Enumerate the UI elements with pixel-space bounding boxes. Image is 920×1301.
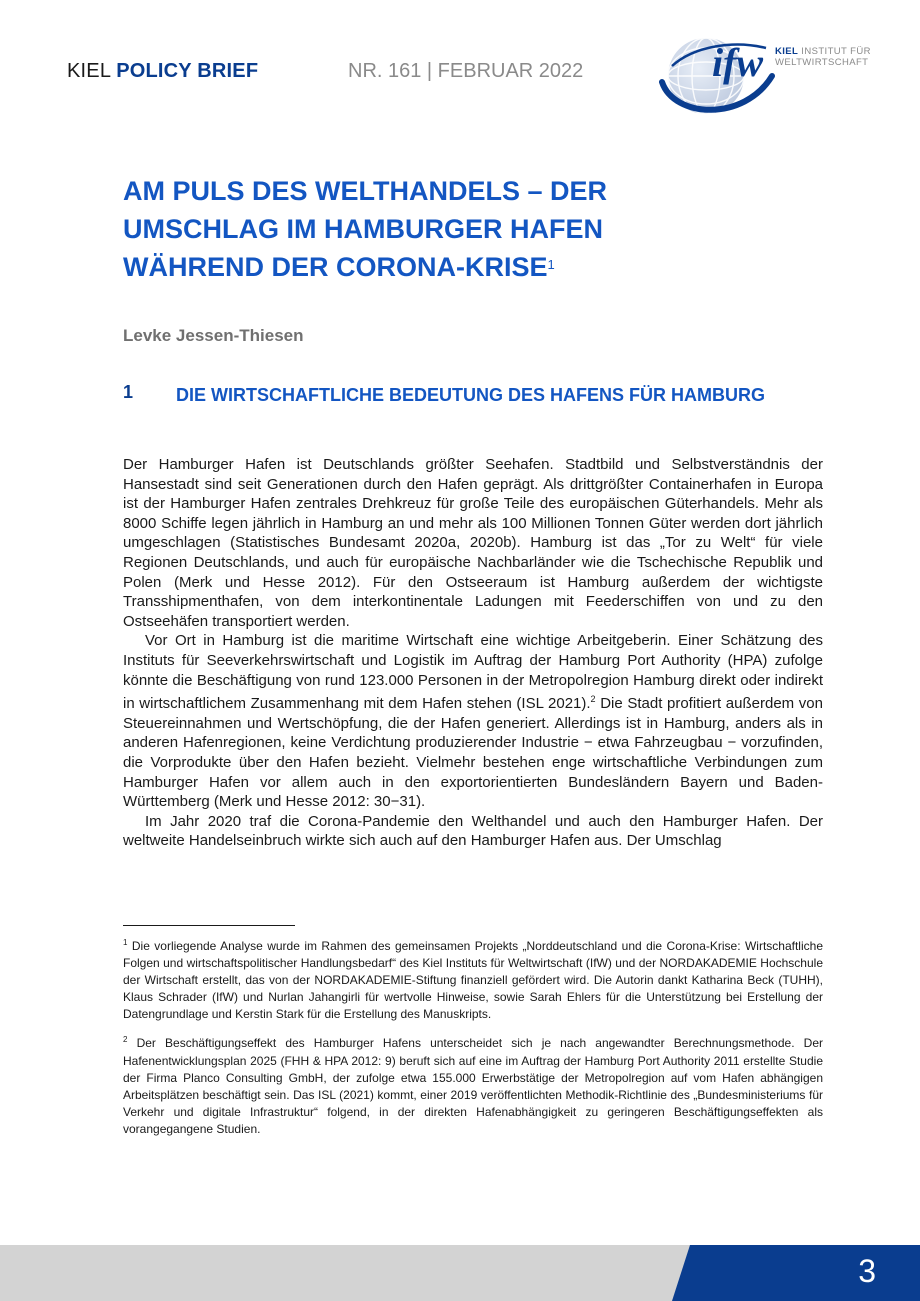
page-title (123, 172, 763, 286)
logo-mark: ifw (712, 40, 764, 85)
paragraph-2-part-b: Die Stadt profitiert außerdem von Steuereinnahmen und Wertschöpfung, die der Hafen generiert. Allerdings ist in Hamburg, anders als in anderen Hafenregionen, keine Verdichtung produzierender Industrie − etwa Fahrzeugbau − vorzufinden, die Vorprodukte über den Hafen bezieht. Vielmehr bestehen enge wirtschaftliche Verbindungen zum Hamburger Hafen vor allem auch in den exportorientierten Bundesländern Bayern und Baden-Württemberg (Merk und Hesse 2012: 30−31). (123, 695, 823, 811)
paragraph-3: Im Jahr 2020 traf die Corona-Pandemie den Welthandel und auch den Hamburger Hafen. Der weltweite Handelseinbruch wirkte sich auch auf den Hamburger Hafen aus. Der Umschlag (123, 812, 823, 850)
paragraph-2-part-a: Vor Ort in Hamburg ist die maritime Wirtschaft eine wichtige Arbeitgeberin. Einer Schätzung des Instituts für Seeverkehrswirtschaft und Logistik im Auftrag der Hamburg Port Authority (HPA) zufolge könnte die Beschäftigung von rund 123.000 Personen in der Metropolregion Hamburg direkt oder indirekt in wirtschaftlichem Zusammenhang mit dem Hafen stehen (ISL 2021). (123, 632, 823, 713)
footnote-2-number: 2 (123, 1035, 128, 1045)
page-number: 3 (858, 1253, 876, 1289)
ifw-logo (654, 26, 874, 122)
title-footnote-ref[interactable]: 1 (547, 257, 555, 272)
logo-line1-bold: KIEL (775, 46, 799, 57)
paragraph-2 (123, 631, 823, 811)
footnote-1-text: Die vorliegende Analyse wurde im Rahmen des gemeinsamen Projekts „Norddeutschland und die Corona-Krise: Wirtschaftliche Folgen und wirtschaftspolitischer Handlungsbedarf“ des Kiel Instituts für Weltwirtschaft (IfW) und der NORDAKADEMIE Hochschule der Wirtschaft erstellt, das von der NORDAKADEMIE-Stiftung finanziell gefördert wird. Die Autorin dankt Katharina Beck (TUHH), Klaus Schrader (IfW) und Nurlan Jahangirli für wertvolle Hinweise, sowie Sarah Ehlers für die Unterstützung bei Erstellung der Datengrundlage und Kerstin Stark für die Erstellung des Manuskripts. (123, 939, 823, 1022)
logo-text (775, 46, 871, 68)
logo-line2: WELTWIRTSCHAFT (775, 57, 869, 68)
body-text (123, 455, 823, 851)
footnote-1-number: 1 (123, 938, 128, 947)
series-prefix: KIEL (67, 60, 111, 82)
section-number: 1 (123, 382, 134, 402)
footnotes (123, 934, 823, 1146)
title-line-2: UMSCHLAG IM HAMBURGER HAFEN (123, 214, 603, 244)
footnote-2 (123, 1031, 823, 1138)
series-title (67, 60, 258, 83)
footnote-ref-2[interactable]: 2 (590, 694, 596, 705)
section-title: DIE WIRTSCHAFTLICHE BEDEUTUNG DES HAFENS FÜR HAMBURG (176, 385, 765, 405)
footer-accent (0, 1245, 920, 1301)
title-line-3: WÄHREND DER CORONA-KRISE (123, 252, 548, 282)
footnote-divider (123, 925, 295, 926)
author-name: Levke Jessen-Thiesen (123, 326, 304, 345)
paragraph-1: Der Hamburger Hafen ist Deutschlands größter Seehafen. Stadtbild und Selbstverständnis der Hansestadt sind seit Generationen durch den Hafen geprägt. Als drittgrößter Containerhafen in Europa ist der Hamburger Hafen zentrales Drehkreuz für große Teile des europäischen Güterhandels. Mehr als 8000 Schiffe legen jährlich in Hamburg an und mehr als 100 Millionen Tonnen Güter werden dort jährlich umgeschlagen (Statistisches Bundesamt 2020a, 2020b). Hamburg ist das „Tor zu Welt“ für viele Regionen Deutschlands, und auch für europäische Nachbarländer wie die Tschechische Republik und Polen (Merk und Hesse 2012). Für den Ostseeraum ist Hamburg außerdem der wichtigste Transshipmenthafen, von dem interkontinentale Ladungen mit Feederschiffen von und zu den Ostseehäfen transportiert werden. (123, 456, 823, 630)
footnote-1 (123, 934, 823, 1023)
logo-line1-rest: INSTITUT FÜR (801, 46, 871, 57)
footnote-2-text: Der Beschäftigungseffekt des Hamburger Hafens unterscheidet sich je nach angewandter Berechnungsmethode. Der Hafenentwicklungsplan 2025 (FHH & HPA 2012: 9) beruft sich auf eine im Auftrag der Hamburg Port Authority 2011 erstellte Studie der Firma Planco Consulting GmbH, der zufolge etwa 155.000 Erwerbstätige der Metropolregion auf vom Hafen abhängigen Arbeitsplätzen beschäftigt sein. Das ISL (2021) kommt, einer 2019 veröffentlichten Methodik-Richtlinie des „Bundesministeriums für Verkehr und digitale Infrastruktur“ folgend, in der direkten Hafenabhängigkeit zu geringeren Beschäftigungseffekten als vorangegangene Studien. (123, 1036, 823, 1136)
series-name: POLICY BRIEF (116, 60, 259, 82)
title-line-1: AM PULS DES WELTHANDELS – DER (123, 176, 608, 206)
issue-label: NR. 161 | FEBRUAR 2022 (348, 60, 584, 82)
